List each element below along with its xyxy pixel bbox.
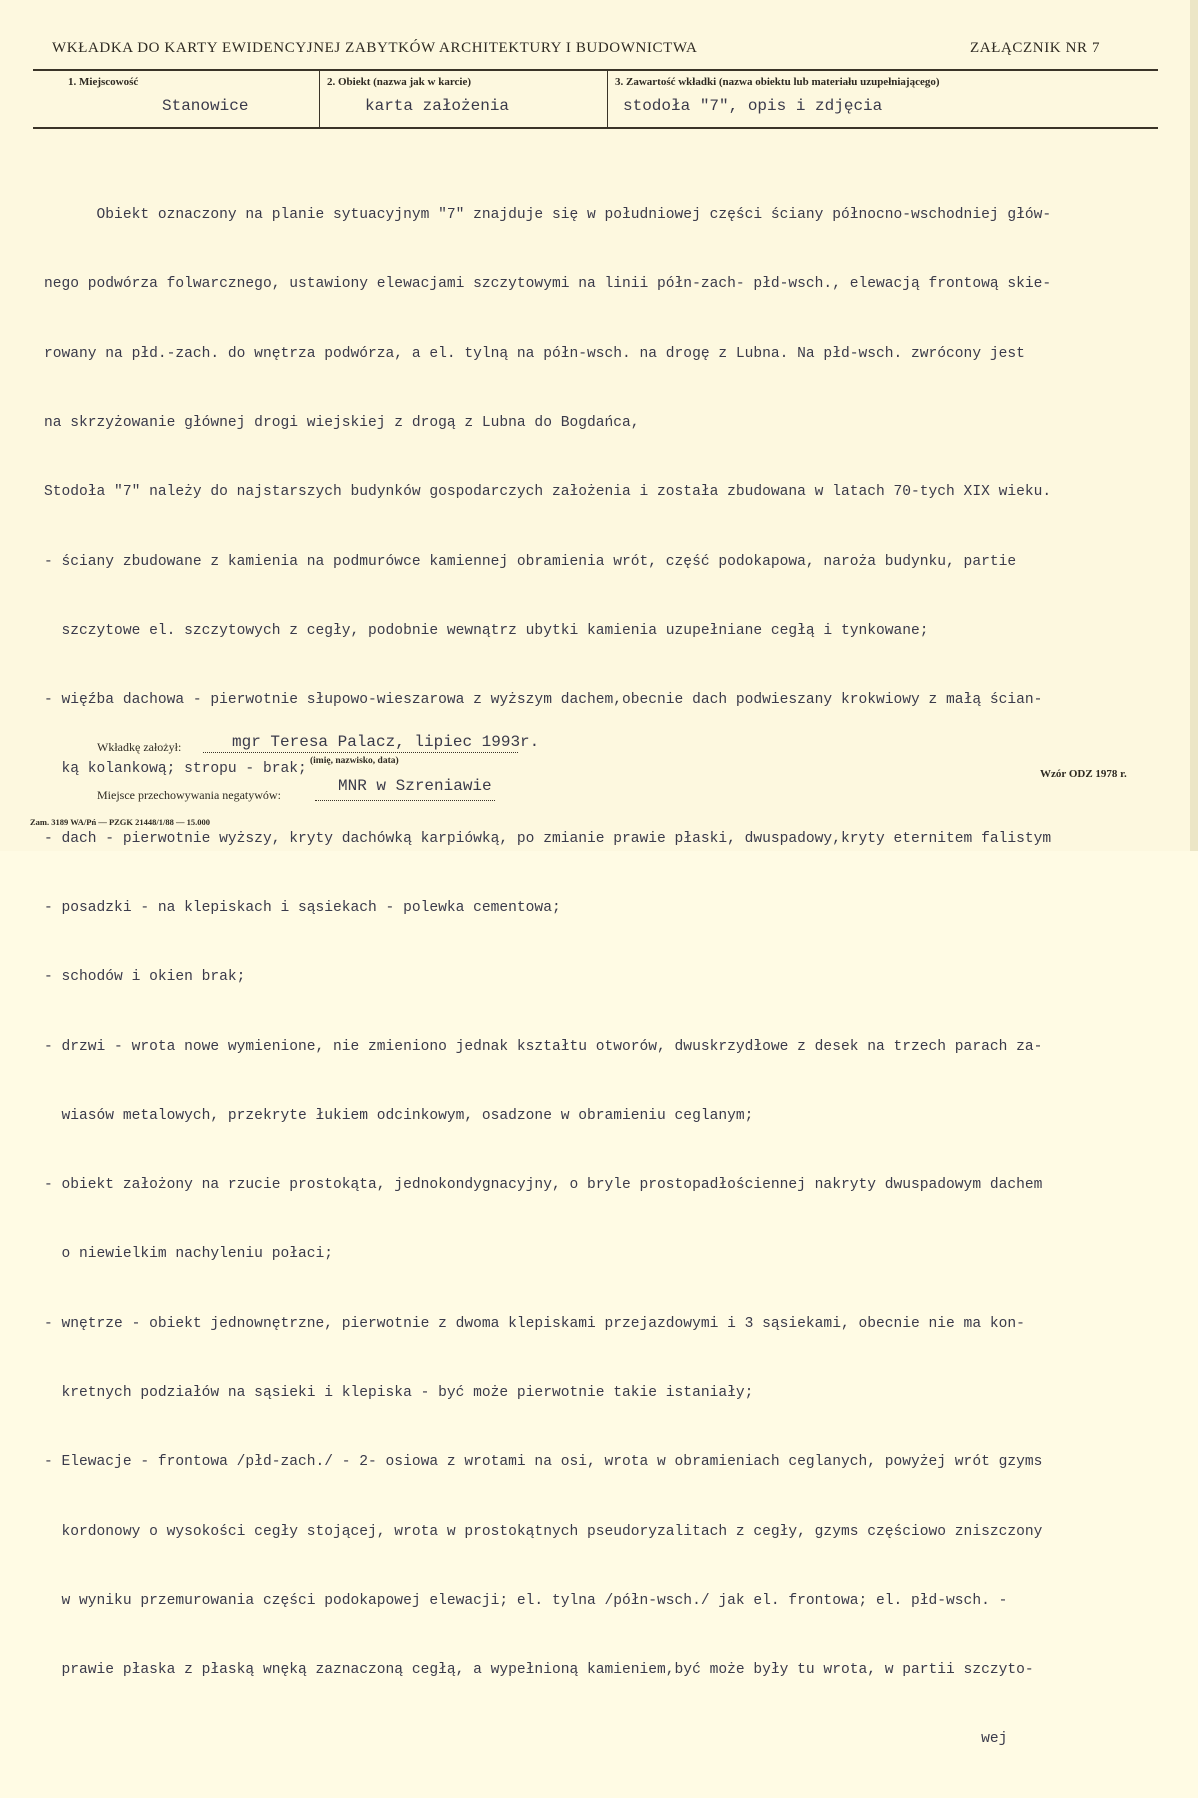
- text-line: Obiekt oznaczony na planie sytuacyjnym "7" znajduje się w południowej części ściany północno-wschodniej głów-: [44, 207, 1052, 224]
- form-reference: Wzór ODZ 1978 r.: [1040, 768, 1127, 780]
- author-value: mgr Teresa Palacz, lipiec 1993r.: [232, 733, 540, 751]
- text-line: - obiekt założony na rzucie prostokąta, jednokondygnacyjny, o bryle prostopadłościennej nakryty dwuspadowym dachem: [44, 1177, 1043, 1194]
- table-bottom-rule: [33, 127, 1158, 129]
- author-caption: (imię, nazwisko, data): [310, 756, 399, 766]
- text-line: Stodoła "7" należy do najstarszych budynków gospodarczych założenia i została zbudowana w latach 70-tych XIX wieku.: [44, 484, 1052, 501]
- text-line: wiasów metalowych, przekryte łukiem odcinkowym, osadzone w obramieniu ceglanym;: [44, 1107, 754, 1124]
- text-line: - ściany zbudowane z kamienia na podmurówce kamiennej obramienia wrót, część podokapowa, naroża budynku, partie: [44, 553, 1017, 570]
- description-text: [44, 158, 1194, 1798]
- negatives-dotted-line: [315, 800, 495, 801]
- column-label-object: 2. Obiekt (nazwa jak w karcie): [327, 76, 472, 88]
- text-line: rowany na płd.-zach. do wnętrza podwórza, a el. tylną na półn-wsch. na drogę z Lubna. Na płd-wsch. zwrócony jest: [44, 345, 1025, 362]
- column-label-contents: 3. Zawartość wkładki (nazwa obiektu lub materiału uzupełniającego): [615, 76, 940, 88]
- text-line: - wnętrze - obiekt jednownętrzne, pierwotnie z dwoma klepiskami przejazdowymi i 3 sąsiekami, obecnie nie ma kon-: [44, 1315, 1025, 1332]
- text-line: prawie płaska z płaską wnęką zaznaczoną cegłą, a wypełnioną kamieniem,być może były tu wrota, w partii szczyto-: [44, 1662, 1034, 1679]
- annex-number: ZAŁĄCZNIK NR 7: [970, 40, 1101, 56]
- text-line: - schodów i okien brak;: [44, 969, 246, 986]
- text-line: o niewielkim nachyleniu połaci;: [44, 1246, 334, 1263]
- text-line: kordonowy o wysokości cegły stojącej, wrota w prostokątnych pseudoryzalitach z cegły, gzyms częściowo zniszczony: [44, 1523, 1043, 1540]
- text-line: w wyniku przemurowania części podokapowej elewacji; el. tylna /półn-wsch./ jak el. frontowa; el. płd-wsch. -: [44, 1592, 1008, 1609]
- print-reference: Zam. 3189 WA/Pń — PZGK 21448/1/88 — 15.000: [30, 817, 211, 827]
- text-line: - dach - pierwotnie wyższy, kryty dachówką karpiówką, po zmianie prawie płaski, dwuspadowy,kryty eternitem falistym: [44, 830, 1052, 847]
- text-line: wej: [44, 1731, 1008, 1748]
- text-line: nego podwórza folwarcznego, ustawiony elewacjami szczytowymi na linii półn-zach- płd-wsch., elewacją frontową skie-: [44, 276, 1052, 293]
- author-label: Wkładkę założył:: [97, 740, 182, 754]
- text-line: - więźba dachowa - pierwotnie słupowo-wieszarowa z wyższym dachem,obecnie dach podwieszany krokwiowy z małą ścian-: [44, 692, 1043, 709]
- text-line: - posadzki - na klepiskach i sąsiekach - polewka cementowa;: [44, 900, 561, 916]
- negatives-value: MNR w Szreniawie: [338, 777, 492, 795]
- author-dotted-line: [203, 752, 518, 753]
- negatives-label: Miejsce przechowywania negatywów:: [97, 788, 281, 802]
- text-line: - Elewacje - frontowa /płd-zach./ - 2- osiowa z wrotami na osi, wrota w obramieniach ceglanych, powyżej wrót gzyms: [44, 1454, 1043, 1471]
- text-line: kretnych podziałów na sąsieki i klepiska - być może pierwotnie takie istaniały;: [44, 1384, 754, 1401]
- text-line: na skrzyżowanie głównej drogi wiejskiej z drogą z Lubna do Bogdańca,: [44, 415, 640, 432]
- table-divider-1: [319, 70, 320, 128]
- column-value-locality: Stanowice: [162, 97, 249, 115]
- table-top-rule: [33, 69, 1158, 71]
- text-line: ką kolankową; stropu - brak;: [44, 761, 307, 778]
- column-label-locality: 1. Miejscowość: [68, 76, 139, 88]
- text-line: szczytowe el. szczytowych z cegły, podobnie wewnątrz ubytki kamienia uzupełniane cegłą i tynkowane;: [44, 622, 929, 639]
- column-value-contents: stodoła "7", opis i zdjęcia: [623, 97, 883, 115]
- text-line: - drzwi - wrota nowe wymienione, nie zmieniono jednak kształtu otworów, dwuskrzydłowe z desek na trzech parach za-: [44, 1038, 1043, 1055]
- table-divider-2: [607, 70, 608, 128]
- form-title: WKŁADKA DO KARTY EWIDENCYJNEJ ZABYTKÓW ARCHITEKTURY I BUDOWNICTWA: [52, 40, 698, 56]
- column-value-object: karta założenia: [365, 97, 510, 115]
